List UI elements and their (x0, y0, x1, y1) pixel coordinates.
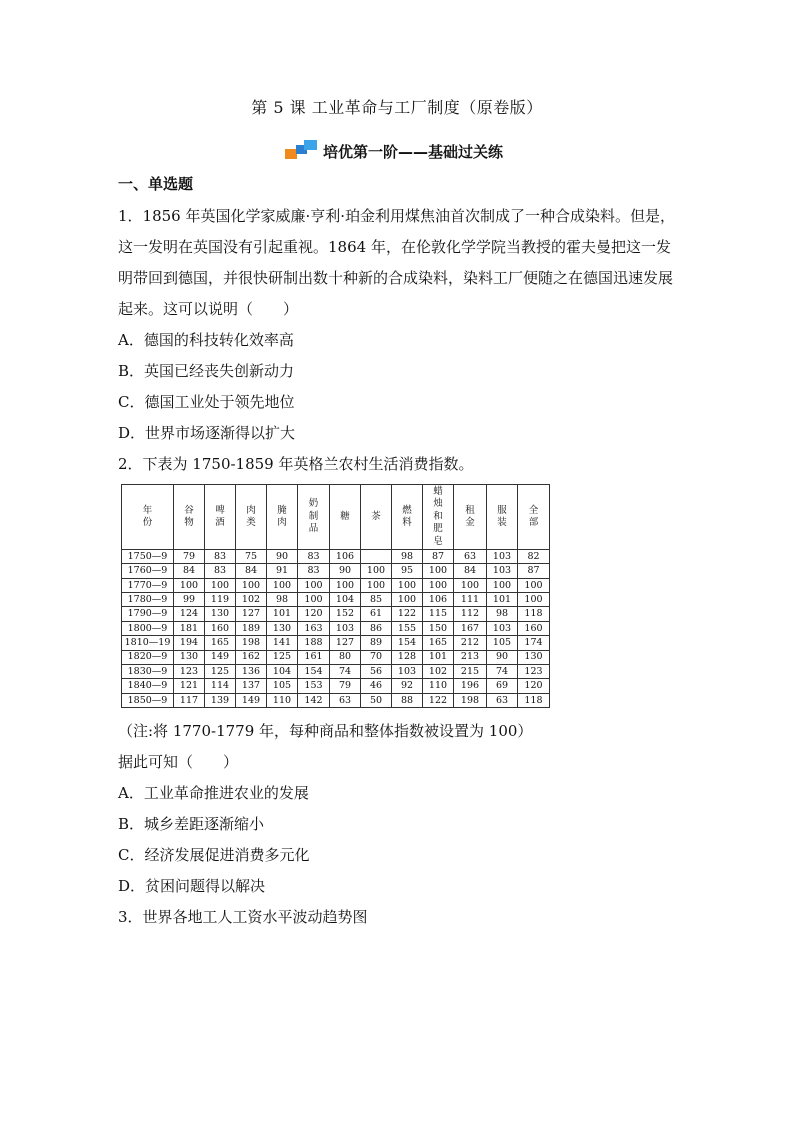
table-cell: 84 (174, 564, 205, 578)
table-row (122, 593, 550, 607)
table-cell: 100 (205, 578, 236, 592)
table-cell: 102 (236, 593, 267, 607)
table-cell: 122 (423, 693, 454, 707)
table-header-row (122, 485, 550, 550)
table-cell: 127 (236, 607, 267, 621)
table-cell: 130 (205, 607, 236, 621)
table-cell: 174 (518, 636, 550, 650)
table-cell: 112 (454, 607, 487, 621)
table-cell: 70 (361, 650, 392, 664)
table-cell: 120 (298, 607, 330, 621)
table-cell: 1760—9 (122, 564, 174, 578)
page-title: 第 5 课 工业革命与工厂制度（原卷版） (251, 98, 543, 117)
q2-option-c: C．经济发展促进消费多元化 (118, 846, 310, 864)
table-cell: 87 (423, 550, 454, 564)
table-cell: 160 (518, 621, 550, 635)
table-row (122, 693, 550, 707)
table-header-cell: 蜡烛和肥皂 (423, 485, 454, 550)
table-cell: 105 (267, 679, 298, 693)
table-header-cell: 谷物 (174, 485, 205, 550)
table-cell: 127 (330, 636, 361, 650)
table-cell: 118 (518, 607, 550, 621)
table-cell: 125 (267, 650, 298, 664)
table-cell: 189 (236, 621, 267, 635)
table-cell: 100 (454, 578, 487, 592)
table-cell: 87 (518, 564, 550, 578)
table-cell: 1840—9 (122, 679, 174, 693)
table-header-cell: 茶 (361, 485, 392, 550)
q2-option-d: D．贫困问题得以解决 (118, 877, 266, 895)
table-cell: 119 (205, 593, 236, 607)
table-cell: 1800—9 (122, 621, 174, 635)
table-cell: 130 (518, 650, 550, 664)
table-header-cell: 年份 (122, 485, 174, 550)
table-cell: 100 (267, 578, 298, 592)
table-cell: 100 (518, 578, 550, 592)
table-cell: 103 (330, 621, 361, 635)
table-cell: 102 (423, 664, 454, 678)
table-cell: 130 (174, 650, 205, 664)
table-cell: 149 (205, 650, 236, 664)
table-cell: 213 (454, 650, 487, 664)
table-cell: 212 (454, 636, 487, 650)
q1-option-b: B．英国已经丧失创新动力 (118, 362, 295, 380)
q2-option-a: A．工业革命推进农业的发展 (118, 784, 309, 802)
table-cell: 101 (267, 607, 298, 621)
table-cell: 100 (298, 578, 330, 592)
table-cell: 137 (236, 679, 267, 693)
table-cell: 139 (205, 693, 236, 707)
table-cell: 103 (487, 621, 518, 635)
table-cell: 100 (236, 578, 267, 592)
table-cell: 100 (361, 564, 392, 578)
table-cell: 181 (174, 621, 205, 635)
table-cell: 61 (361, 607, 392, 621)
table-header-cell: 啤酒 (205, 485, 236, 550)
table-cell: 106 (423, 593, 454, 607)
table-header-cell: 租金 (454, 485, 487, 550)
table-cell: 90 (487, 650, 518, 664)
table-cell: 149 (236, 693, 267, 707)
table-row (122, 564, 550, 578)
table-cell: 86 (361, 621, 392, 635)
table-cell: 100 (518, 593, 550, 607)
table-cell: 100 (423, 578, 454, 592)
table-cell: 80 (330, 650, 361, 664)
table-cell: 120 (518, 679, 550, 693)
table-cell: 63 (454, 550, 487, 564)
q1-option-c: C．德国工业处于领先地位 (118, 393, 295, 411)
table-cell: 101 (423, 650, 454, 664)
table-header-cell: 糖 (330, 485, 361, 550)
table-cell: 100 (174, 578, 205, 592)
table-cell: 100 (298, 593, 330, 607)
table-cell: 100 (392, 593, 423, 607)
table-cell: 125 (205, 664, 236, 678)
table-cell: 165 (205, 636, 236, 650)
table-cell: 121 (174, 679, 205, 693)
table-cell: 1780—9 (122, 593, 174, 607)
question-2-prompt: 据此可知（ ） (118, 753, 239, 771)
table-cell: 83 (298, 550, 330, 564)
table-row (122, 550, 550, 564)
table-cell: 1790—9 (122, 607, 174, 621)
table-cell: 98 (267, 593, 298, 607)
table-cell: 1750—9 (122, 550, 174, 564)
table-cell: 63 (487, 693, 518, 707)
question-2-intro: 2．下表为 1750-1859 年英格兰农村生活消费指数。 (118, 455, 474, 473)
question-2-note: （注:将 1770-1779 年，每种商品和整体指数被设置为 100） (118, 722, 533, 740)
table-cell: 89 (361, 636, 392, 650)
table-cell: 1830—9 (122, 664, 174, 678)
table-cell: 106 (330, 550, 361, 564)
table-cell: 74 (487, 664, 518, 678)
table-cell: 85 (361, 593, 392, 607)
table-cell: 115 (423, 607, 454, 621)
table-cell: 103 (487, 564, 518, 578)
table-cell: 104 (330, 593, 361, 607)
table-cell: 123 (518, 664, 550, 678)
table-cell: 95 (392, 564, 423, 578)
table-cell: 154 (298, 664, 330, 678)
table-cell: 141 (267, 636, 298, 650)
table-cell: 130 (267, 621, 298, 635)
table-header-cell: 燃料 (392, 485, 423, 550)
table-cell: 1850—9 (122, 693, 174, 707)
table-cell: 155 (392, 621, 423, 635)
table-cell: 88 (392, 693, 423, 707)
table-cell: 79 (330, 679, 361, 693)
blocks-logo-icon (283, 140, 319, 162)
table-cell: 123 (174, 664, 205, 678)
table-cell: 90 (330, 564, 361, 578)
table-cell: 153 (298, 679, 330, 693)
table-header-cell: 服装 (487, 485, 518, 550)
table-cell: 124 (174, 607, 205, 621)
table-cell: 92 (392, 679, 423, 693)
table-cell (361, 550, 392, 564)
table-cell: 100 (361, 578, 392, 592)
q1-option-a: A．德国的科技转化效率高 (118, 331, 294, 349)
question-1-stem: 1．1856 年英国化学家威廉·亨利·珀金利用煤焦油首次制成了一种合成染料。但是，这一发明在英国没有引起重视。1864 年，在伦敦化学学院当教授的霍夫曼把这一发明带回到德国，并很快研制出数十种新的合成染料，染料工厂便随之在德国迅速发展起来。这可以说明（ ） (118, 207, 676, 318)
table-cell: 215 (454, 664, 487, 678)
table-cell: 117 (174, 693, 205, 707)
table-header-cell: 全部 (518, 485, 550, 550)
table-cell: 103 (392, 664, 423, 678)
table-cell: 142 (298, 693, 330, 707)
table-cell: 74 (330, 664, 361, 678)
table-cell: 79 (174, 550, 205, 564)
table-cell: 1770—9 (122, 578, 174, 592)
table-row (122, 679, 550, 693)
table-cell: 163 (298, 621, 330, 635)
table-cell: 118 (518, 693, 550, 707)
table-cell: 105 (487, 636, 518, 650)
table-row (122, 578, 550, 592)
consumption-index-table (121, 484, 550, 708)
table-cell: 1810—19 (122, 636, 174, 650)
table-cell: 75 (236, 550, 267, 564)
table-cell: 84 (236, 564, 267, 578)
question-3-stem: 3．世界各地工人工资水平波动趋势图 (118, 908, 368, 926)
table-row (122, 621, 550, 635)
table-cell: 82 (518, 550, 550, 564)
table-cell: 84 (454, 564, 487, 578)
table-cell: 104 (267, 664, 298, 678)
table-cell: 98 (392, 550, 423, 564)
table-cell: 110 (267, 693, 298, 707)
table-cell: 101 (487, 593, 518, 607)
table-cell: 1820—9 (122, 650, 174, 664)
table-cell: 91 (267, 564, 298, 578)
table-cell: 188 (298, 636, 330, 650)
table-cell: 154 (392, 636, 423, 650)
table-cell: 196 (454, 679, 487, 693)
table-row (122, 607, 550, 621)
table-cell: 50 (361, 693, 392, 707)
table-cell: 136 (236, 664, 267, 678)
table-cell: 150 (423, 621, 454, 635)
table-cell: 100 (487, 578, 518, 592)
table-cell: 161 (298, 650, 330, 664)
section-heading: 一、单选题 (118, 175, 194, 193)
level-subtitle: 培优第一阶——基础过关练 (323, 142, 504, 161)
table-cell: 103 (487, 550, 518, 564)
table-cell: 128 (392, 650, 423, 664)
table-cell: 100 (423, 564, 454, 578)
table-cell: 83 (205, 564, 236, 578)
table-cell: 122 (392, 607, 423, 621)
table-header-cell: 奶制品 (298, 485, 330, 550)
table-cell: 83 (298, 564, 330, 578)
table-header-cell: 肉类 (236, 485, 267, 550)
table-cell: 90 (267, 550, 298, 564)
table-cell: 162 (236, 650, 267, 664)
table-cell: 98 (487, 607, 518, 621)
table-row (122, 650, 550, 664)
table-cell: 83 (205, 550, 236, 564)
table-cell: 152 (330, 607, 361, 621)
table-cell: 111 (454, 593, 487, 607)
table-cell: 100 (392, 578, 423, 592)
table-cell: 69 (487, 679, 518, 693)
table-cell: 56 (361, 664, 392, 678)
table-cell: 114 (205, 679, 236, 693)
table-cell: 167 (454, 621, 487, 635)
table-cell: 100 (330, 578, 361, 592)
section-banner (283, 140, 503, 162)
table-body (122, 550, 550, 708)
table-cell: 165 (423, 636, 454, 650)
table-header-cell: 腌肉 (267, 485, 298, 550)
table-row (122, 664, 550, 678)
table-cell: 198 (236, 636, 267, 650)
table-cell: 46 (361, 679, 392, 693)
table-cell: 99 (174, 593, 205, 607)
q1-option-d: D．世界市场逐渐得以扩大 (118, 424, 296, 442)
q2-option-b: B．城乡差距逐渐缩小 (118, 815, 265, 833)
table-cell: 160 (205, 621, 236, 635)
table-cell: 63 (330, 693, 361, 707)
table-cell: 110 (423, 679, 454, 693)
table-row (122, 636, 550, 650)
table-cell: 198 (454, 693, 487, 707)
table-cell: 194 (174, 636, 205, 650)
